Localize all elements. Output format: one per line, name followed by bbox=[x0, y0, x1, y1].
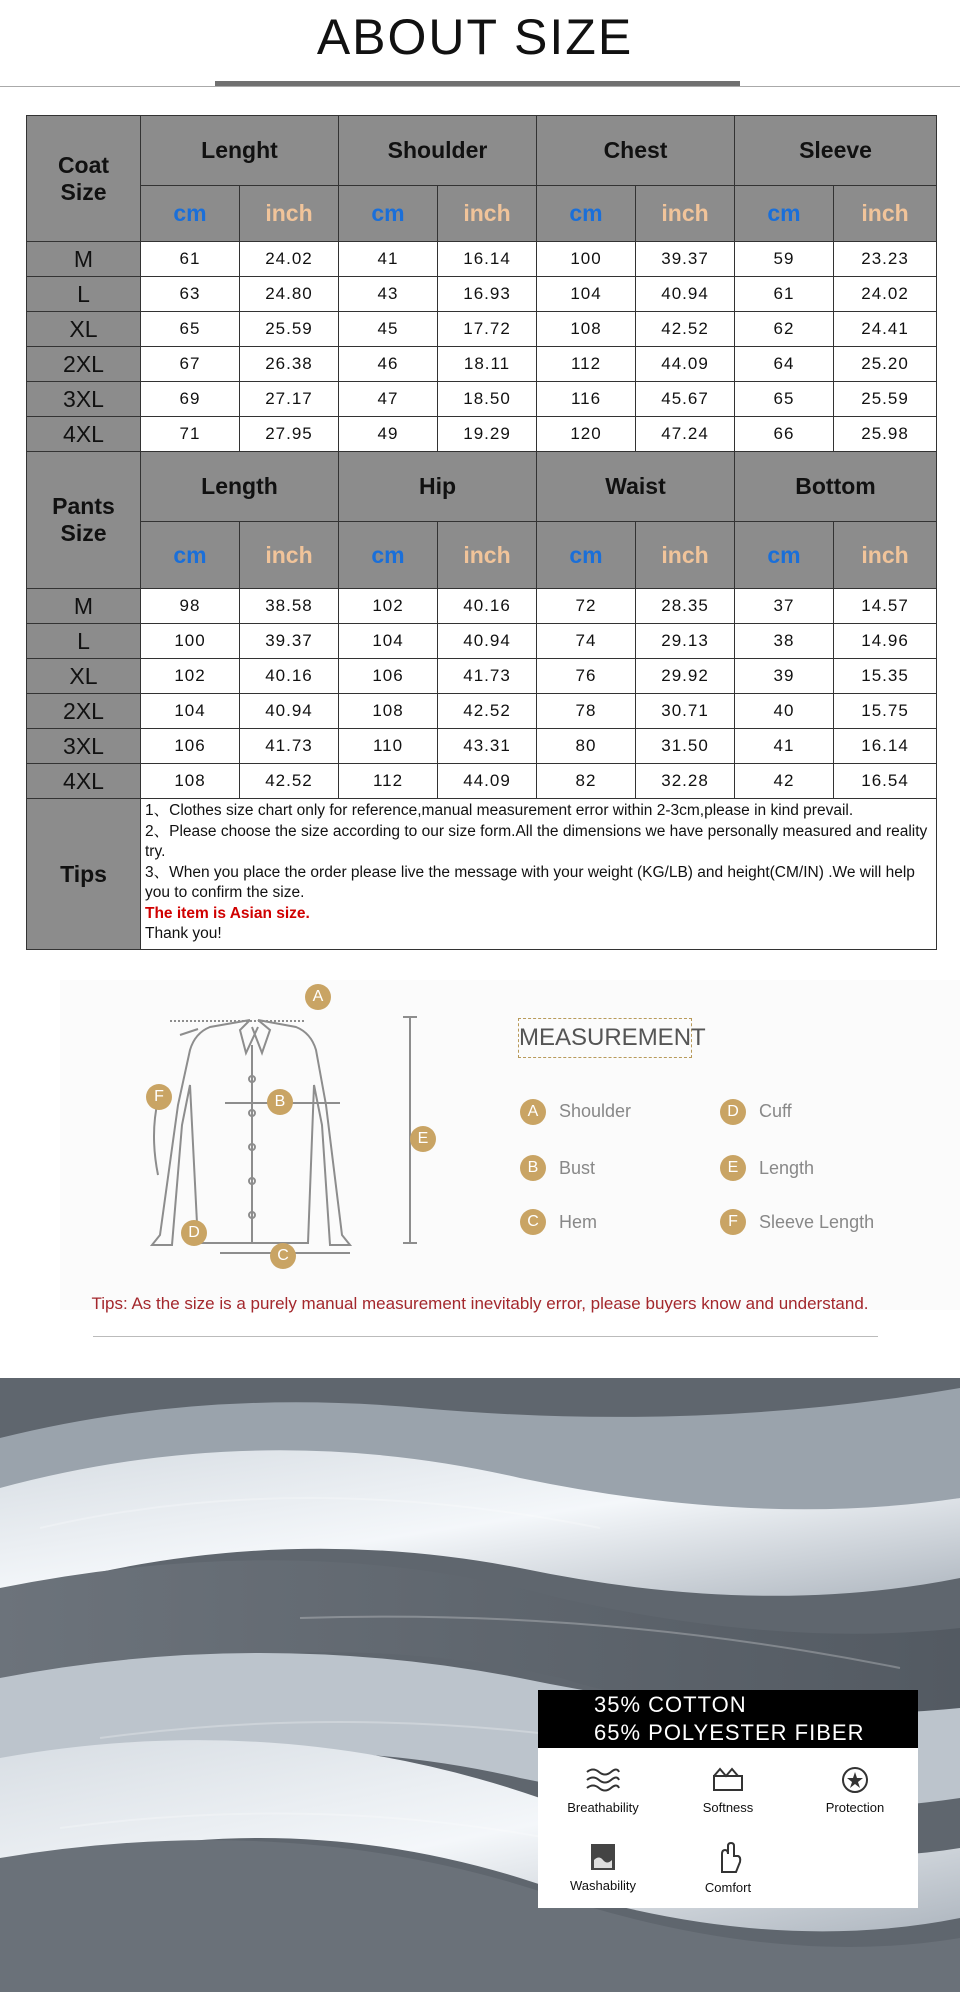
cm-value: 104 bbox=[339, 624, 438, 659]
tips-row bbox=[27, 799, 937, 950]
tip-line-3: 3、When you place the order please live the message with your weight (KG/LB) and height(CM/IN) .We will help you to confirm the size. bbox=[145, 863, 915, 901]
legend-badge-e: E bbox=[720, 1155, 746, 1181]
legend-badge-a: A bbox=[520, 1099, 546, 1125]
unit-cm: cm bbox=[339, 186, 438, 242]
cm-value: 43 bbox=[339, 277, 438, 312]
inch-value: 18.11 bbox=[438, 347, 537, 382]
cm-value: 98 bbox=[141, 589, 240, 624]
inch-value: 29.13 bbox=[636, 624, 735, 659]
inch-value: 24.02 bbox=[240, 242, 339, 277]
feature-label: Breathability bbox=[567, 1800, 639, 1815]
pants-size-row bbox=[27, 659, 937, 694]
cm-value: 102 bbox=[339, 589, 438, 624]
cm-value: 106 bbox=[141, 729, 240, 764]
thank-you-text: Thank you! bbox=[145, 925, 222, 942]
coat-unit-row bbox=[27, 186, 937, 242]
inch-value: 38.58 bbox=[240, 589, 339, 624]
cm-value: 100 bbox=[537, 242, 636, 277]
inch-value: 25.59 bbox=[240, 312, 339, 347]
coat-label-line2: Size bbox=[60, 178, 107, 205]
coat-header-row bbox=[27, 116, 937, 186]
cm-value: 108 bbox=[537, 312, 636, 347]
size-label: XL bbox=[27, 312, 141, 347]
cm-value: 65 bbox=[735, 382, 834, 417]
protection-icon bbox=[835, 1766, 875, 1794]
inch-value: 41.73 bbox=[438, 659, 537, 694]
inch-value: 41.73 bbox=[240, 729, 339, 764]
size-label: 4XL bbox=[27, 417, 141, 452]
cm-value: 108 bbox=[339, 694, 438, 729]
unit-cm: cm bbox=[141, 186, 240, 242]
size-label: 3XL bbox=[27, 382, 141, 417]
inch-value: 16.93 bbox=[438, 277, 537, 312]
unit-inch: inch bbox=[834, 522, 937, 589]
page-title: ABOUT SIZE bbox=[316, 9, 634, 65]
measurement-title: MEASUREMENT bbox=[518, 1018, 692, 1058]
inch-value: 17.72 bbox=[438, 312, 537, 347]
cm-value: 72 bbox=[537, 589, 636, 624]
cm-value: 49 bbox=[339, 417, 438, 452]
feature-softness bbox=[673, 1766, 783, 1815]
size-label: XL bbox=[27, 659, 141, 694]
inch-value: 39.37 bbox=[636, 242, 735, 277]
legend-badge-b: B bbox=[520, 1155, 546, 1181]
unit-cm: cm bbox=[735, 522, 834, 589]
size-label: L bbox=[27, 624, 141, 659]
cm-value: 120 bbox=[537, 417, 636, 452]
inch-value: 47.24 bbox=[636, 417, 735, 452]
feature-comfort bbox=[673, 1842, 783, 1895]
inch-value: 42.52 bbox=[240, 764, 339, 799]
pants-size-row bbox=[27, 589, 937, 624]
inch-value: 16.14 bbox=[438, 242, 537, 277]
cm-value: 62 bbox=[735, 312, 834, 347]
cm-value: 41 bbox=[735, 729, 834, 764]
pants-label-line2: Size bbox=[60, 520, 107, 546]
inch-value: 26.38 bbox=[240, 347, 339, 382]
cm-value: 78 bbox=[537, 694, 636, 729]
inch-value: 29.92 bbox=[636, 659, 735, 694]
cm-value: 61 bbox=[735, 277, 834, 312]
coat-header-shoulder: Shoulder bbox=[339, 116, 537, 186]
feature-label: Comfort bbox=[704, 1880, 752, 1895]
inch-value: 39.37 bbox=[240, 624, 339, 659]
tip-line-1: 1、Clothes size chart only for reference,manual measurement error within 2-3cm,please in kind prevail. bbox=[145, 802, 854, 819]
inch-value: 25.59 bbox=[834, 382, 937, 417]
cm-value: 65 bbox=[141, 312, 240, 347]
tip-line-2: 2、Please choose the size according to our size form.All the dimensions we have personally measured and reality try. bbox=[145, 822, 928, 860]
inch-value: 31.50 bbox=[636, 729, 735, 764]
pants-header-waist: Waist bbox=[537, 452, 735, 522]
cm-value: 37 bbox=[735, 589, 834, 624]
cm-value: 82 bbox=[537, 764, 636, 799]
inch-value: 25.98 bbox=[834, 417, 937, 452]
shirt-diagram bbox=[0, 975, 960, 1345]
waves-icon bbox=[583, 1766, 623, 1794]
inch-value: 24.80 bbox=[240, 277, 339, 312]
cotton-percentage: 35% COTTON bbox=[594, 1692, 747, 1717]
cm-value: 42 bbox=[735, 764, 834, 799]
inch-value: 43.31 bbox=[438, 729, 537, 764]
legend-label-bust: Bust bbox=[559, 1158, 596, 1178]
cm-value: 100 bbox=[141, 624, 240, 659]
unit-cm: cm bbox=[141, 522, 240, 589]
inch-value: 15.35 bbox=[834, 659, 937, 694]
cm-value: 116 bbox=[537, 382, 636, 417]
pants-size-row bbox=[27, 729, 937, 764]
inch-value: 40.94 bbox=[240, 694, 339, 729]
legend-label-length: Length bbox=[759, 1158, 815, 1178]
feature-washability bbox=[548, 1842, 658, 1893]
size-label: 4XL bbox=[27, 764, 141, 799]
cm-value: 61 bbox=[141, 242, 240, 277]
unit-inch: inch bbox=[636, 186, 735, 242]
coat-label-line1: Coat bbox=[57, 151, 110, 178]
unit-cm: cm bbox=[537, 186, 636, 242]
inch-value: 42.52 bbox=[636, 312, 735, 347]
badge-e: E bbox=[410, 1126, 436, 1152]
feature-protection bbox=[800, 1766, 910, 1815]
inch-value: 32.28 bbox=[636, 764, 735, 799]
badge-a: A bbox=[305, 984, 331, 1010]
inch-value: 40.94 bbox=[438, 624, 537, 659]
size-label: L bbox=[27, 277, 141, 312]
cm-value: 112 bbox=[537, 347, 636, 382]
hand-icon bbox=[708, 1842, 748, 1874]
coat-size-row bbox=[27, 347, 937, 382]
coat-header-chest: Chest bbox=[537, 116, 735, 186]
inch-value: 18.50 bbox=[438, 382, 537, 417]
coat-size-row bbox=[27, 382, 937, 417]
tips-label: Tips bbox=[27, 799, 141, 950]
coat-size-row bbox=[27, 417, 937, 452]
size-label: M bbox=[27, 242, 141, 277]
legend-label-cuff: Cuff bbox=[759, 1101, 792, 1121]
cm-value: 112 bbox=[339, 764, 438, 799]
material-info-panel bbox=[538, 1690, 918, 1908]
inch-value: 44.09 bbox=[438, 764, 537, 799]
cm-value: 80 bbox=[537, 729, 636, 764]
pants-section bbox=[27, 452, 937, 799]
cm-value: 104 bbox=[141, 694, 240, 729]
cm-value: 46 bbox=[339, 347, 438, 382]
feature-label: Protection bbox=[825, 1800, 885, 1815]
pants-header-length: Length bbox=[141, 452, 339, 522]
cm-value: 71 bbox=[141, 417, 240, 452]
pants-size-row bbox=[27, 694, 937, 729]
inch-value: 16.54 bbox=[834, 764, 937, 799]
unit-inch: inch bbox=[240, 186, 339, 242]
cm-value: 40 bbox=[735, 694, 834, 729]
cm-value: 47 bbox=[339, 382, 438, 417]
legend-badge-f: F bbox=[720, 1209, 746, 1235]
coat-header-sleeve: Sleeve bbox=[735, 116, 937, 186]
cm-value: 66 bbox=[735, 417, 834, 452]
inch-value: 27.17 bbox=[240, 382, 339, 417]
cm-value: 106 bbox=[339, 659, 438, 694]
feature-breathability bbox=[548, 1766, 658, 1815]
unit-inch: inch bbox=[240, 522, 339, 589]
inch-value: 16.14 bbox=[834, 729, 937, 764]
coat-size-row bbox=[27, 242, 937, 277]
inch-value: 28.35 bbox=[636, 589, 735, 624]
pants-header-bottom: Bottom bbox=[735, 452, 937, 522]
inch-value: 15.75 bbox=[834, 694, 937, 729]
cm-value: 104 bbox=[537, 277, 636, 312]
inch-value: 40.16 bbox=[240, 659, 339, 694]
coat-size-label bbox=[27, 116, 141, 242]
unit-cm: cm bbox=[735, 186, 834, 242]
material-composition bbox=[538, 1690, 918, 1748]
badge-d: D bbox=[181, 1220, 207, 1246]
inch-value: 24.02 bbox=[834, 277, 937, 312]
polyester-percentage: 65% POLYESTER FIBER bbox=[594, 1720, 865, 1745]
legend-badge-d: D bbox=[720, 1099, 746, 1125]
badge-c: C bbox=[270, 1243, 296, 1269]
softness-icon bbox=[708, 1766, 748, 1794]
title-divider bbox=[0, 86, 960, 87]
inch-value: 23.23 bbox=[834, 242, 937, 277]
cm-value: 102 bbox=[141, 659, 240, 694]
pants-unit-row bbox=[27, 522, 937, 589]
legend-label-sleeve-length: Sleeve Length bbox=[759, 1212, 875, 1232]
size-label: M bbox=[27, 589, 141, 624]
size-label: 2XL bbox=[27, 347, 141, 382]
pants-size-label bbox=[27, 452, 141, 589]
inch-value: 40.16 bbox=[438, 589, 537, 624]
cm-value: 67 bbox=[141, 347, 240, 382]
inch-value: 25.20 bbox=[834, 347, 937, 382]
badge-f: F bbox=[146, 1084, 172, 1110]
coat-size-row bbox=[27, 312, 937, 347]
cm-value: 64 bbox=[735, 347, 834, 382]
coat-header-length: Lenght bbox=[141, 116, 339, 186]
size-chart-table bbox=[26, 115, 937, 950]
legend-badge-c: C bbox=[520, 1209, 546, 1235]
pants-size-row bbox=[27, 764, 937, 799]
feature-label: Softness bbox=[702, 1800, 754, 1815]
unit-inch: inch bbox=[438, 186, 537, 242]
cm-value: 108 bbox=[141, 764, 240, 799]
tips-content bbox=[141, 799, 937, 950]
cm-value: 76 bbox=[537, 659, 636, 694]
size-label: 3XL bbox=[27, 729, 141, 764]
asian-size-note: The item is Asian size. bbox=[145, 904, 310, 922]
section-divider bbox=[93, 1336, 878, 1337]
coat-size-row bbox=[27, 277, 937, 312]
cm-value: 45 bbox=[339, 312, 438, 347]
feature-label: Washability bbox=[570, 1878, 636, 1893]
inch-value: 44.09 bbox=[636, 347, 735, 382]
title-underline bbox=[215, 81, 740, 86]
measurement-section bbox=[0, 975, 960, 1345]
size-label: 2XL bbox=[27, 694, 141, 729]
pants-header-row bbox=[27, 452, 937, 522]
cm-value: 74 bbox=[537, 624, 636, 659]
inch-value: 42.52 bbox=[438, 694, 537, 729]
inch-value: 19.29 bbox=[438, 417, 537, 452]
coat-section bbox=[27, 116, 937, 452]
pants-label-line1: Pants bbox=[52, 493, 115, 519]
tips-section bbox=[27, 799, 937, 950]
unit-inch: inch bbox=[438, 522, 537, 589]
unit-cm: cm bbox=[339, 522, 438, 589]
inch-value: 14.57 bbox=[834, 589, 937, 624]
pants-size-row bbox=[27, 624, 937, 659]
unit-cm: cm bbox=[537, 522, 636, 589]
inch-value: 30.71 bbox=[636, 694, 735, 729]
unit-inch: inch bbox=[834, 186, 937, 242]
cm-value: 39 bbox=[735, 659, 834, 694]
legend-label-shoulder: Shoulder bbox=[559, 1101, 632, 1121]
inch-value: 14.96 bbox=[834, 624, 937, 659]
inch-value: 24.41 bbox=[834, 312, 937, 347]
unit-inch: inch bbox=[636, 522, 735, 589]
inch-value: 45.67 bbox=[636, 382, 735, 417]
inch-value: 40.94 bbox=[636, 277, 735, 312]
measurement-note: Tips: As the size is a purely manual measurement inevitably error, please buyers know and understand. bbox=[91, 1294, 869, 1313]
inch-value: 27.95 bbox=[240, 417, 339, 452]
legend-label-hem: Hem bbox=[559, 1212, 598, 1232]
cm-value: 41 bbox=[339, 242, 438, 277]
badge-b: B bbox=[267, 1089, 293, 1115]
cm-value: 69 bbox=[141, 382, 240, 417]
cm-value: 59 bbox=[735, 242, 834, 277]
cm-value: 110 bbox=[339, 729, 438, 764]
cm-value: 63 bbox=[141, 277, 240, 312]
pants-header-hip: Hip bbox=[339, 452, 537, 522]
cm-value: 38 bbox=[735, 624, 834, 659]
wash-icon bbox=[583, 1842, 623, 1872]
